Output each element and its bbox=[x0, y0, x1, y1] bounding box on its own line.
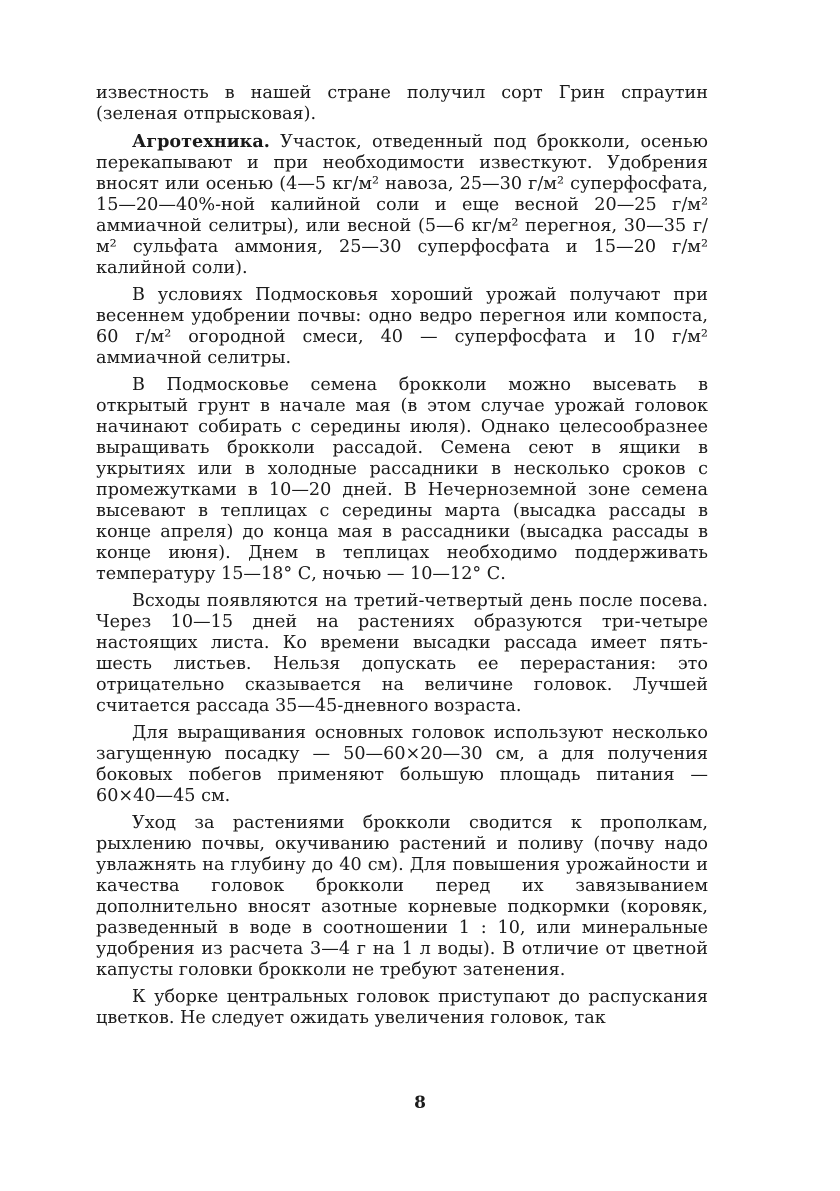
section-lead-agrotechnics: Агротехника. bbox=[132, 131, 270, 152]
paragraph-planting-density: Для выращивания основных головок используют несколько загущенную посадку — 50—60×20—30 см, а для получения боковых побегов применяют большую площадь питания — 60×40—45 см. bbox=[96, 723, 708, 806]
paragraph-plant-care: Уход за растениями брокколи сводится к прополкам, рыхлению почвы, окучиванию растений и поливу (почву надо увлажнять на глубину до 40 см). Для повышения урожайности и качества головок брокколи перед их завязыванием дополнительно вносят азотные корневые подкормки (коровяк, разведенный в воде в соотношении 1 : 10, или минеральные удобрения из расчета 3—4 г на 1 л воды). В отличие от цветной капусты головки брокколи не требуют затенения. bbox=[96, 813, 708, 980]
paragraph-sowing: В Подмосковье семена брокколи можно высевать в открытый грунт в начале мая (в этом случае урожай головок начинают собирать с середины июля). Однако целесообразнее выращивать брокколи рассадой. Семена сеют в ящики в укрытиях или в холодные рассадники в несколько сроков с промежутками в 10—20 дней. В Нечерноземной зоне семена высевают в теплицах с середины марта (высадка рассады в конце апреля) до конца мая в рассадники (высадка рассады в конце июня). Днем в теплицах необходимо поддерживать температуру 15—18° С, ночью — 10—12° С. bbox=[96, 375, 708, 584]
paragraph-agrotechnics bbox=[96, 131, 708, 279]
page-body bbox=[96, 83, 708, 1035]
paragraph-podmoskovye-fertilizing: В условиях Подмосковья хороший урожай получают при весеннем удобрении почвы: одно ведро перегноя или компоста, 60 г/м² огородной смеси, 40 — суперфосфата и 10 г/м² аммиачной селитры. bbox=[96, 285, 708, 368]
paragraph-agrotechnics-body: Участок, отведенный под брокколи, осенью перекапывают и при необходимости известкуют. Удобрения вносят или осенью (4—5 кг/м² навоза, 25—30 г/м² суперфосфата, 15—20—40%-ной калийной соли и еще весной 20—25 г/м² аммиачной селитры), или весной (5—6 кг/м² перегноя, 30—35 г/м² сульфата аммония, 25—30 суперфосфата и 15—20 г/м² калийной соли). bbox=[96, 132, 708, 278]
paragraph-harvest: К уборке центральных головок приступают до распускания цветков. Не следует ожидать увеличения головок, так bbox=[96, 987, 708, 1028]
page-number: 8 bbox=[414, 1093, 426, 1113]
paragraph-seedlings: Всходы появляются на третий-четвертый день после посева. Через 10—15 дней на растениях образуются три-четыре настоящих листа. Ко времени высадки рассада имеет пять-шесть листьев. Нельзя допускать ее перерастания: это отрицательно сказывается на величине головок. Лучшей считается рассада 35—45-дневного возраста. bbox=[96, 591, 708, 716]
paragraph-1: известность в нашей стране получил сорт Грин спраутин (зеленая отпрысковая). bbox=[96, 83, 708, 124]
